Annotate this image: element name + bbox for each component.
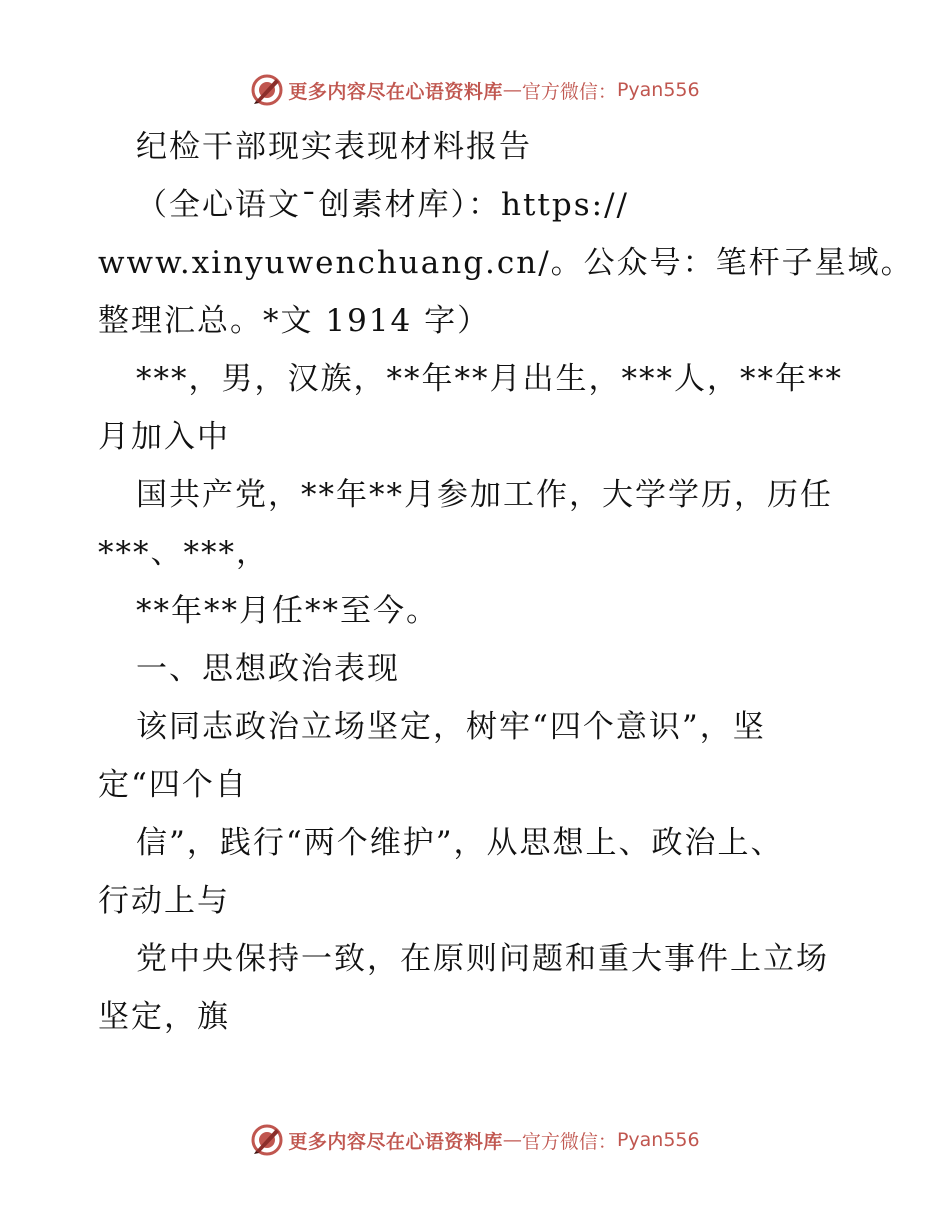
document-body [98,118,914,1046]
text-line: 定“四个自 [98,767,248,803]
text-line: 坚定，旗 [98,999,230,1035]
watermark-contact: 官方微信： [521,80,617,103]
section-heading: 一、思想政治表现 [136,651,400,687]
pen-logo-icon [250,1123,284,1157]
watermark-text: 更多内容尽在心语资料库 [288,80,503,103]
text-line: 整理汇总。*文 1914 字） [98,303,491,339]
text-line: 国共产党，**年**月参加工作，大学学历，历任 [136,477,833,513]
watermark-text: 更多内容尽在心语资料库 [288,1130,503,1153]
header-watermark [0,70,950,110]
footer-watermark [0,1120,950,1160]
watermark-id: Pyan556 [616,79,700,101]
text-line: **年**月任**至今。 [136,593,439,629]
document-title: 纪检干部现实表现材料报告 [136,129,532,165]
watermark-separator: — [502,1129,522,1151]
text-line: 信”，践行“两个维护”，从思想上、政治上、 [136,825,784,861]
pen-logo-icon [250,73,284,107]
text-line: 行动上与 [98,883,230,919]
text-line: ***，男，汉族，**年**月出生，***人，**年** [136,361,843,397]
text-line: 党中央保持一致，在原则问题和重大事件上立场 [136,941,829,977]
text-line: 月加入中 [98,419,230,455]
watermark-separator: — [502,79,522,101]
text-line: （全心语文¯创素材库）：https:// [136,187,629,223]
watermark-id: Pyan556 [616,1129,700,1151]
text-line: 该同志政治立场坚定，树牢“四个意识”，坚 [136,709,766,745]
text-line: ***、***， [98,535,269,571]
watermark-contact: 官方微信： [521,1130,617,1153]
text-line: www.xinyuwenchuang.cn/。公众号：笔杆子星域。 [98,245,914,281]
